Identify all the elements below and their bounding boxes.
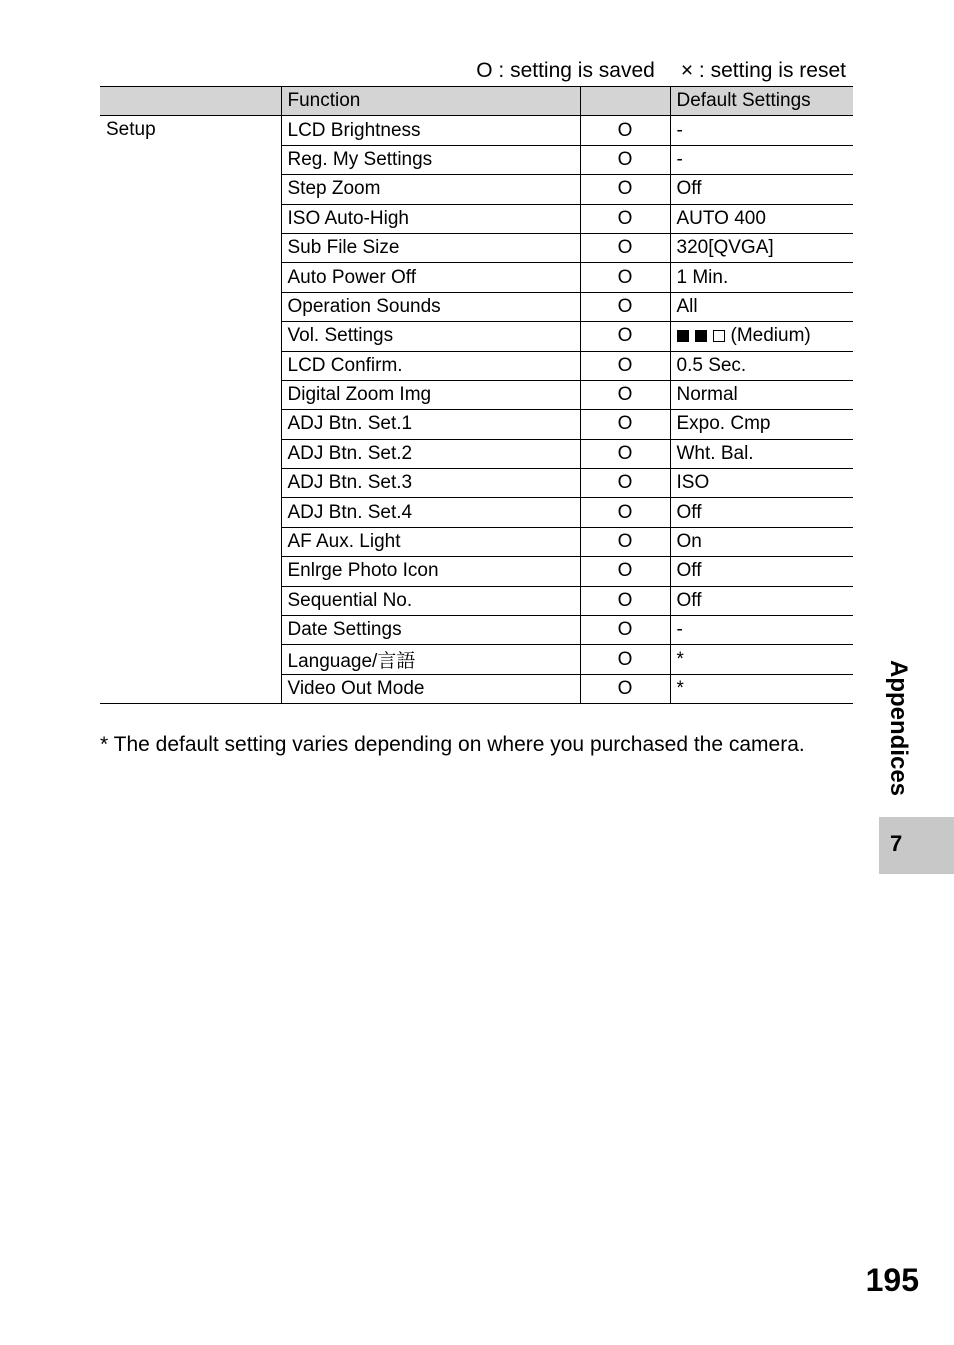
function-cell: ADJ Btn. Set.4 [281, 498, 580, 527]
saved-cell: O [580, 380, 670, 409]
default-cell: Wht. Bal. [670, 439, 853, 468]
legend-reset: × : setting is reset [680, 59, 846, 82]
saved-cell: O [580, 175, 670, 204]
settings-legend [100, 58, 846, 84]
saved-cell: O [580, 233, 670, 262]
function-cell: ADJ Btn. Set.1 [281, 410, 580, 439]
function-cell: Step Zoom [281, 175, 580, 204]
function-cell: ISO Auto-High [281, 204, 580, 233]
footnote: * The default setting varies depending on where you purchased the camera. [100, 733, 805, 756]
function-cell: Video Out Mode [281, 674, 580, 703]
saved-cell: O [580, 439, 670, 468]
default-cell: Normal [670, 380, 853, 409]
volume-level-icon [677, 325, 731, 346]
settings-table [100, 86, 853, 704]
saved-cell: O [580, 527, 670, 556]
saved-cell: O [580, 351, 670, 380]
default-value: (Medium) [730, 325, 811, 347]
default-cell: * [670, 645, 853, 674]
function-cell: ADJ Btn. Set.3 [281, 469, 580, 498]
category-cell: Setup [100, 116, 281, 704]
default-cell: 320[QVGA] [670, 233, 853, 262]
default-cell: - [670, 616, 853, 645]
default-cell: Expo. Cmp [670, 410, 853, 439]
default-cell: Off [670, 175, 853, 204]
header-function: Function [281, 87, 580, 116]
legend-saved: O : setting is saved [476, 59, 655, 82]
saved-cell: O [580, 469, 670, 498]
default-cell: Off [670, 557, 853, 586]
default-cell: All [670, 292, 853, 321]
saved-cell: O [580, 410, 670, 439]
saved-cell: O [580, 645, 670, 674]
header-default-settings: Default Settings [670, 87, 853, 116]
default-cell: ISO [670, 469, 853, 498]
saved-cell: O [580, 204, 670, 233]
header-category [100, 87, 281, 116]
function-cell: Vol. Settings [281, 322, 580, 351]
saved-cell: O [580, 145, 670, 174]
table-row [100, 116, 853, 145]
default-cell: * [670, 674, 853, 703]
function-cell: Reg. My Settings [281, 145, 580, 174]
function-cell: Sequential No. [281, 586, 580, 615]
saved-cell: O [580, 263, 670, 292]
saved-cell: O [580, 292, 670, 321]
volume-square-icon [713, 330, 725, 342]
header-saved [580, 87, 670, 116]
chapter-number: 7 [890, 831, 903, 856]
saved-cell: O [580, 498, 670, 527]
table-header-row [100, 87, 853, 116]
function-cell: Language/言語 [281, 645, 580, 674]
function-cell: LCD Confirm. [281, 351, 580, 380]
default-cell: On [670, 527, 853, 556]
function-cell: LCD Brightness [281, 116, 580, 145]
function-cell: Digital Zoom Img [281, 380, 580, 409]
function-cell: ADJ Btn. Set.2 [281, 439, 580, 468]
function-cell: Operation Sounds [281, 292, 580, 321]
default-cell: 1 Min. [670, 263, 853, 292]
page-number: 195 [865, 1262, 919, 1298]
default-cell: - [670, 116, 853, 145]
volume-square-icon [677, 330, 689, 342]
saved-cell: O [580, 616, 670, 645]
section-tab-label: Appendices [885, 660, 912, 797]
default-cell: 0.5 Sec. [670, 351, 853, 380]
table-body [100, 116, 853, 704]
function-cell: Enlrge Photo Icon [281, 557, 580, 586]
function-cell: Auto Power Off [281, 263, 580, 292]
function-cell: Date Settings [281, 616, 580, 645]
function-cell: Sub File Size [281, 233, 580, 262]
default-cell: Off [670, 498, 853, 527]
default-cell: Off [670, 586, 853, 615]
default-cell: - [670, 145, 853, 174]
default-cell [670, 322, 853, 351]
saved-cell: O [580, 116, 670, 145]
saved-cell: O [580, 322, 670, 351]
saved-cell: O [580, 674, 670, 703]
function-cell: AF Aux. Light [281, 527, 580, 556]
volume-square-icon [695, 330, 707, 342]
default-cell: AUTO 400 [670, 204, 853, 233]
saved-cell: O [580, 557, 670, 586]
saved-cell: O [580, 586, 670, 615]
chapter-tab [879, 817, 954, 874]
